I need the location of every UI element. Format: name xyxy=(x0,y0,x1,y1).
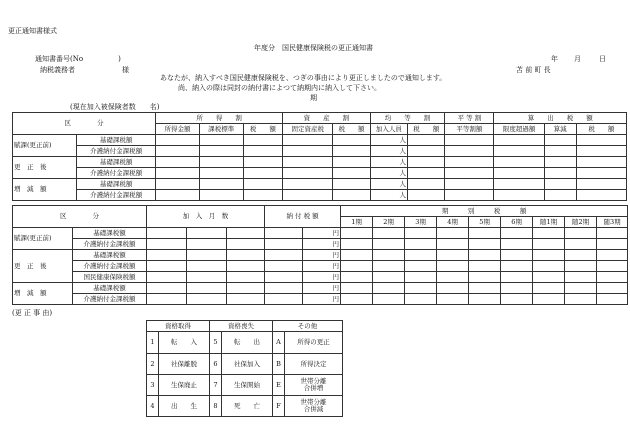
yen-unit: 円 xyxy=(303,283,341,294)
reason-text: 所得決定 xyxy=(285,354,343,375)
row-item: 基礎課税額 xyxy=(73,250,147,261)
sub-income-amount: 所得金額 xyxy=(156,124,200,135)
notice-number-label: 通知書番号(No ) xyxy=(35,55,121,63)
person-unit: 人 xyxy=(370,157,407,168)
person-unit: 人 xyxy=(370,190,407,201)
header-per-capita-levy: 均 等 割 xyxy=(370,113,445,124)
period-5: 5期 xyxy=(469,217,501,228)
message-line-2: 尚、納入の際は同封の納付書によつて納期内に納入して下さい。 xyxy=(178,84,381,92)
row-item: 介護納付金課税額 xyxy=(77,168,156,179)
header-income-levy: 所 得 割 xyxy=(156,113,283,124)
reason-label: (更 正 事 由) xyxy=(12,309,53,317)
honorific: 様 xyxy=(122,66,129,74)
reason-text: 出 生 xyxy=(159,396,210,417)
period-2: 2期 xyxy=(373,217,405,228)
message-line-1: あなたが、納入すべき国民健康保険税を、つぎの事由により更正しましたので通知します。 xyxy=(160,74,447,82)
period-4: 4期 xyxy=(437,217,469,228)
row-label-after: 更 正 後 xyxy=(13,157,77,179)
reason-code: 6 xyxy=(210,354,222,375)
header-payment-tax: 納 付 税 額 xyxy=(265,206,341,228)
reason-code: 5 xyxy=(210,332,222,354)
row-item: 基礎課税額 xyxy=(77,135,156,146)
reason-code: A xyxy=(273,332,285,354)
date-month: 月 xyxy=(574,55,581,63)
taxpayer-label: 納税義務者 xyxy=(40,66,75,74)
reason-code: 3 xyxy=(147,375,159,396)
row-item: 介護納付金課税額 xyxy=(77,190,156,201)
person-unit: 人 xyxy=(370,168,407,179)
date-year: 年 xyxy=(551,55,558,63)
reason-text: 死 亡 xyxy=(222,396,273,417)
person-unit: 人 xyxy=(370,179,407,190)
period-extra-3: 随3期 xyxy=(597,217,628,228)
insured-count-label: (現在加入被保険者数 名) xyxy=(70,103,160,111)
reason-code: 7 xyxy=(210,375,222,396)
header-period-tax: 期 別 税 額 xyxy=(341,206,628,217)
reason-code: 4 xyxy=(147,396,159,417)
reason-text: 社保加入 xyxy=(222,354,273,375)
period-extra-1: 随1期 xyxy=(533,217,565,228)
reason-code: E xyxy=(273,375,285,396)
sub-reduction: 算減 xyxy=(544,124,576,135)
period-3: 3期 xyxy=(405,217,437,228)
tax-calculation-table xyxy=(12,112,627,201)
date-day: 日 xyxy=(599,55,606,63)
row-item: 基礎課税額 xyxy=(73,283,147,294)
reason-text: 生保開始 xyxy=(222,375,273,396)
sub-property-tax: 固定資産税 xyxy=(283,124,333,135)
yen-unit: 円 xyxy=(303,261,341,272)
yen-unit: 円 xyxy=(303,294,341,305)
sub-calculated-tax: 税 額 xyxy=(576,124,626,135)
row-item: 介護納付金課税額 xyxy=(73,294,147,305)
period-1: 1期 xyxy=(341,217,373,228)
reason-text: 社保離脱 xyxy=(159,354,210,375)
row-item: 基礎課税額 xyxy=(77,179,156,190)
sub-limit-excess: 限度超過額 xyxy=(494,124,544,135)
yen-unit: 円 xyxy=(303,228,341,239)
reason-text: 世帯分離 合併減 xyxy=(285,396,343,417)
reason-code: 1 xyxy=(147,332,159,354)
reason-code: 2 xyxy=(147,354,159,375)
reason-text: 生保廃止 xyxy=(159,375,210,396)
sub-per-capita-tax: 税 額 xyxy=(408,124,445,135)
person-unit: 人 xyxy=(370,135,407,146)
document-title: 年度分 国民健康保険税の更正通知書 xyxy=(254,44,373,52)
yen-unit: 円 xyxy=(303,250,341,261)
row-item: 基礎課税額 xyxy=(73,228,147,239)
sub-equal-amount: 平等割額 xyxy=(445,124,494,135)
sub-asset-tax: 税 額 xyxy=(333,124,370,135)
reason-text: 世帯分離 合併増 xyxy=(285,375,343,396)
header-equal-levy: 平 等 割 xyxy=(445,113,494,124)
row-label-diff: 増 減 額 xyxy=(13,179,77,201)
reason-header-acquire: 資格取得 xyxy=(147,321,210,332)
sub-members: 加入人員 xyxy=(370,124,407,135)
row-item: 介護納付金課税額 xyxy=(77,146,156,157)
reason-header-loss: 資格喪失 xyxy=(210,321,273,332)
reason-text: 転 出 xyxy=(222,332,273,354)
row-item: 国民健康保険税額 xyxy=(73,272,147,283)
header-category: 区 分 xyxy=(13,113,156,135)
reason-code: F xyxy=(273,396,285,417)
person-unit: 人 xyxy=(370,146,407,157)
payment-table xyxy=(12,205,628,305)
header-category: 区 分 xyxy=(13,206,147,228)
sub-income-tax: 税 額 xyxy=(243,124,283,135)
row-label-before: 賦課(更正前) xyxy=(13,228,73,250)
form-title: 更正通知書様式 xyxy=(8,27,57,35)
yen-unit: 円 xyxy=(303,239,341,250)
reason-table xyxy=(146,320,343,417)
yen-unit: 円 xyxy=(303,272,341,283)
period-label: 期 xyxy=(310,94,317,102)
row-item: 介護納付金課税額 xyxy=(73,239,147,250)
reason-code: 8 xyxy=(210,396,222,417)
reason-header-other: その他 xyxy=(273,321,343,332)
row-label-before: 賦課(更正前) xyxy=(13,135,77,157)
header-calculated-tax: 算 出 税 額 xyxy=(494,113,627,124)
row-label-after: 更 正 後 xyxy=(13,250,73,283)
row-label-diff: 増 減 額 xyxy=(13,283,73,305)
mayor-label: 苫 前 町 長 xyxy=(516,66,551,74)
period-extra-2: 随2期 xyxy=(565,217,597,228)
row-item: 介護納付金課税額 xyxy=(73,261,147,272)
reason-code: B xyxy=(273,354,285,375)
reason-text: 所得の更正 xyxy=(285,332,343,354)
period-6: 6期 xyxy=(501,217,533,228)
row-item: 基礎課税額 xyxy=(77,157,156,168)
reason-text: 転 入 xyxy=(159,332,210,354)
sub-tax-base: 課税標準 xyxy=(199,124,243,135)
header-asset-levy: 資 産 割 xyxy=(283,113,371,124)
header-months: 加 入 月 数 xyxy=(147,206,265,228)
